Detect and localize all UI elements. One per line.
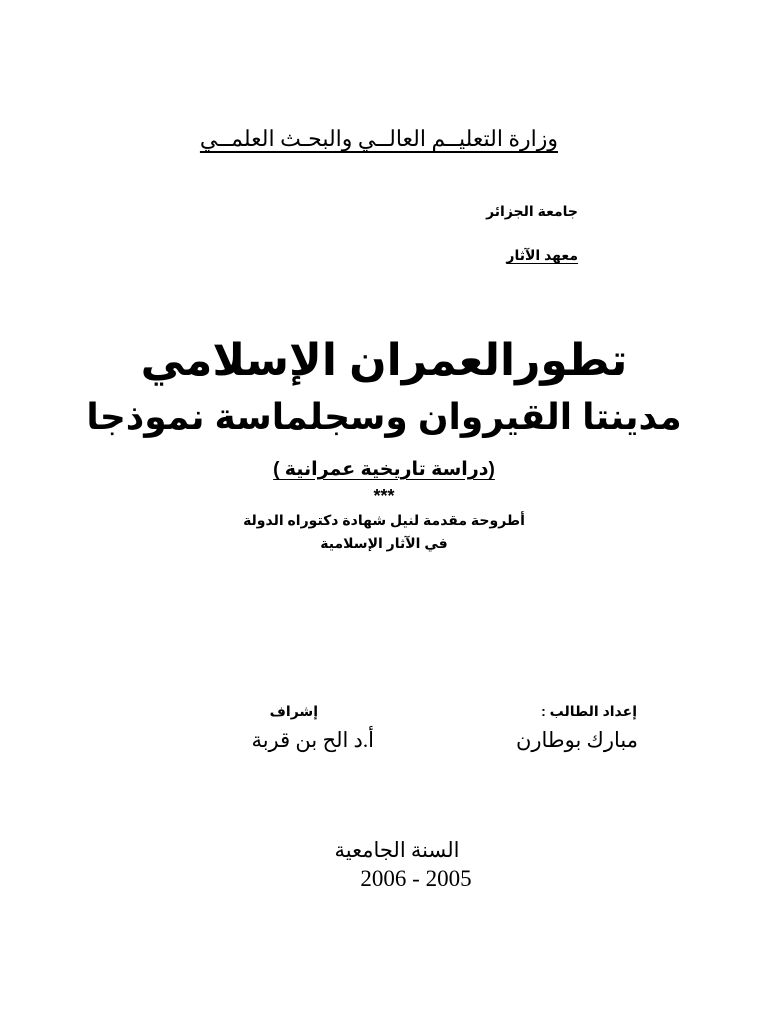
study-type: (دراسة تاريخية عمرانية ): [273, 459, 495, 480]
supervisor-name: أ.د الح بن قربة: [251, 728, 374, 752]
separator-stars: ***: [373, 486, 395, 506]
supervision-label: إشراف: [269, 703, 318, 719]
thesis-subtitle: مدينتا القيروان وسجلماسة نموذجا: [86, 396, 682, 437]
academic-year: 2006 - 2005: [360, 866, 472, 891]
ministry-heading: وزارة التعليــم العالــي والبحـث العلمــي: [199, 126, 558, 151]
thesis-description-line1: أطروحة مقدمة لنيل شهادة دكتوراه الدولة: [243, 512, 525, 528]
academic-year-label: السنة الجامعية: [334, 838, 460, 862]
university-name: جامعة الجزائر: [486, 203, 578, 219]
prepared-by-label: إعداد الطالب :: [541, 703, 637, 719]
thesis-title: تطورالعمران الإسلامي: [140, 336, 628, 385]
thesis-description-line2: في الآثار الإسلامية: [320, 535, 448, 551]
student-name: مبارك بوطارن: [515, 728, 638, 752]
institute-name: معهد الآثار: [506, 247, 578, 263]
